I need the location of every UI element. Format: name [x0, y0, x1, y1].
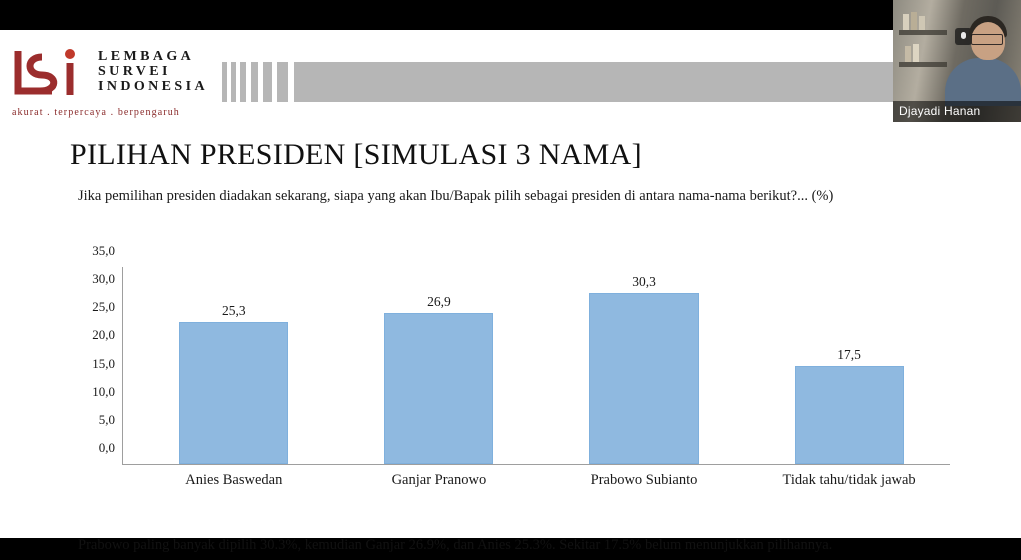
bar-value-label: 30,3: [632, 274, 656, 290]
x-axis-category-label: Ganjar Pranowo: [391, 472, 487, 488]
book: [905, 46, 911, 62]
page-title: PILIHAN PRESIDEN [SIMULASI 3 NAMA]: [70, 138, 642, 171]
bar-value-label: 26,9: [427, 293, 451, 309]
y-axis-tick: 5,0: [98, 411, 115, 427]
bar-ganjar: [384, 313, 493, 464]
glasses-icon: [971, 34, 1003, 45]
book: [911, 12, 917, 30]
y-axis-tick: 25,0: [92, 299, 115, 315]
slide-footnote: Prabowo paling banyak dipilih 30.3%, kemudian Ganjar 26.9%, dan Anies 25.3%. Sekitar 17.5% belum menunjukkan pilihannya.: [78, 537, 833, 553]
participant-name-label: Djayadi Hanan: [893, 101, 1021, 122]
brand-tagline: akurat . terpercaya . berpengaruh: [12, 107, 180, 118]
bar-anies: [179, 322, 288, 464]
lsi-logo-text: [98, 49, 208, 94]
x-axis-category-label: Prabowo Subianto: [590, 472, 698, 488]
bar-prabowo: [589, 293, 698, 464]
y-axis-tick: 0,0: [98, 440, 115, 455]
slide-header: [0, 30, 1021, 120]
bar-tidak-tahu: [795, 366, 904, 465]
y-axis-tick: 15,0: [92, 355, 115, 371]
book: [903, 14, 909, 30]
y-axis-tick: 35,0: [92, 243, 115, 258]
y-axis-tick: 30,0: [92, 271, 115, 287]
y-axis-tick: 20,0: [92, 327, 115, 343]
bookshelf-shelf: [899, 62, 947, 67]
chart-plot-area: [92, 243, 950, 488]
x-axis-category-label: Tidak tahu/tidak jawab: [782, 472, 916, 488]
lsi-logo: [12, 47, 208, 101]
slide-subtitle: Jika pemilihan presiden diadakan sekarang, siapa yang akan Ibu/Bapak pilih sebagai presiden di antara nama-nama berikut?... (%): [78, 188, 834, 204]
book: [919, 16, 925, 30]
bookshelf-shelf: [899, 30, 947, 35]
book: [913, 44, 919, 62]
bar-value-label: 25,3: [222, 302, 246, 318]
bar-chart: [60, 245, 960, 495]
presentation-slide: [0, 30, 1021, 553]
brand-line-2: SURVEI: [98, 64, 171, 80]
x-axis-category-label: Anies Baswedan: [185, 472, 283, 488]
brand-line-3: INDONESIA: [98, 79, 208, 95]
bar-value-label: 17,5: [837, 346, 861, 362]
webcam-tile[interactable]: [893, 0, 1021, 122]
y-axis-tick: 10,0: [92, 383, 115, 399]
lsi-logo-icon: [12, 47, 88, 101]
brand-line-1: LEMBAGA: [98, 49, 195, 64]
